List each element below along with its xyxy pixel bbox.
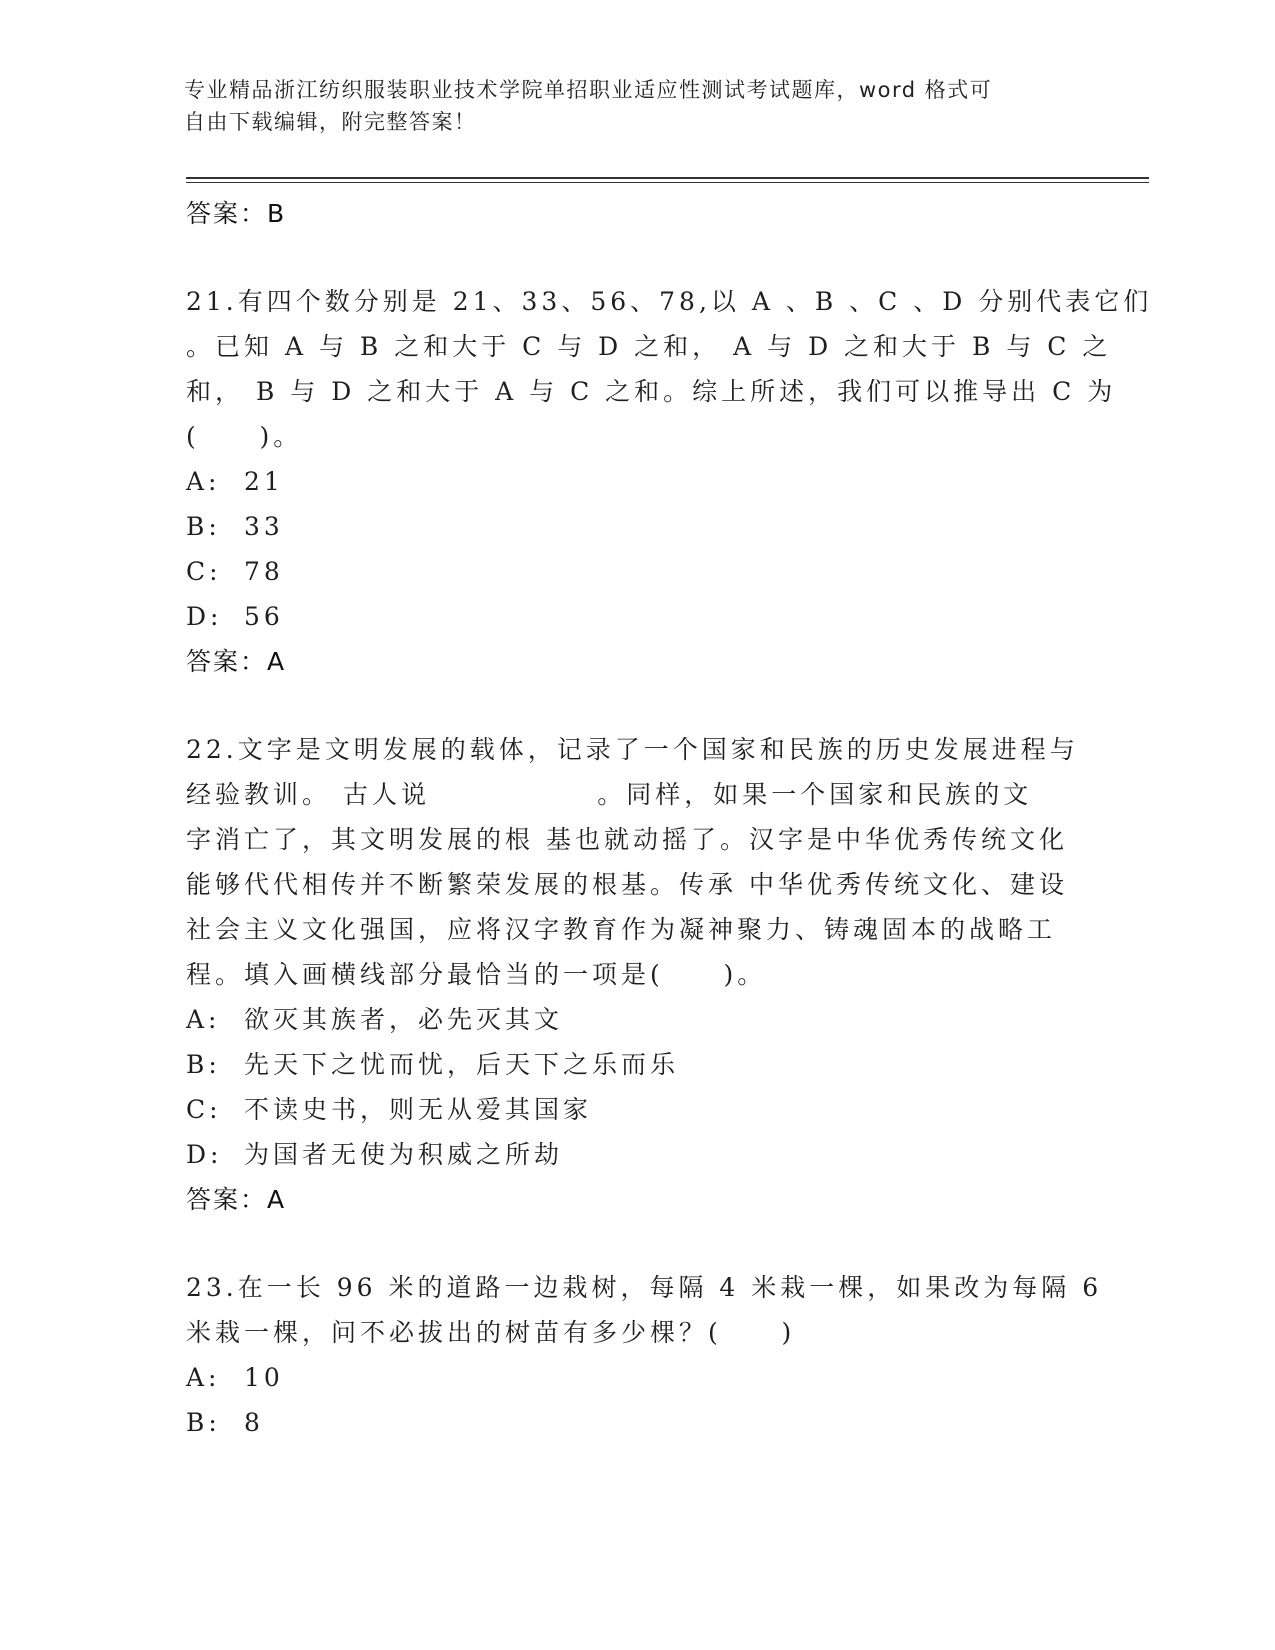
option-text: 不读史书，则无从爱其国家 bbox=[244, 1095, 593, 1124]
option-label: A: bbox=[186, 1005, 221, 1034]
question-text-line: 和， B 与 D 之和大于 A 与 C 之和。综上所述，我们可以推导出 C 为 bbox=[186, 377, 1117, 406]
option-a bbox=[186, 459, 1066, 504]
option-label: B: bbox=[186, 512, 221, 541]
option-text: 欲灭其族者，必先灭其文 bbox=[244, 1005, 564, 1034]
answer-line: 答案：A bbox=[186, 647, 287, 676]
option-label: D: bbox=[186, 602, 223, 631]
option-label: A: bbox=[186, 1363, 221, 1392]
option-a bbox=[186, 1355, 1066, 1400]
option-label: D: bbox=[186, 1140, 223, 1169]
option-d bbox=[186, 594, 1066, 639]
header-line: 自由下载编辑，附完整答案！ bbox=[184, 110, 477, 134]
option-d bbox=[186, 1132, 1066, 1177]
question-text-line: 21.有四个数分别是 21、33、56、78,以 A 、B 、C 、D 分别代表它们 bbox=[186, 287, 1153, 316]
answer-line: 答案：A bbox=[186, 1185, 287, 1214]
option-a bbox=[186, 997, 1066, 1042]
header-rule bbox=[186, 177, 1149, 179]
question-text-line: 社会主义文化强国，应将汉字教育作为凝神聚力、铸魂固本的战略工 bbox=[186, 915, 1057, 944]
header-line: 专业精品浙江纺织服装职业技术学院单招职业适应性测试考试题库，word 格式可 bbox=[184, 78, 993, 102]
option-text: 56 bbox=[244, 602, 284, 631]
option-c bbox=[186, 549, 1066, 594]
question-text-line: 能够代代相传并不断繁荣发展的根基。传承 中华优秀传统文化、建设 bbox=[186, 870, 1068, 899]
spacer bbox=[186, 684, 1066, 727]
option-label: B: bbox=[186, 1408, 221, 1437]
page-header bbox=[184, 74, 1064, 138]
document-body bbox=[186, 186, 1153, 1445]
option-c bbox=[186, 1087, 1066, 1132]
option-text: 33 bbox=[244, 512, 284, 541]
question-text-line: 字消亡了，其文明发展的根 基也就动摇了。汉字是中华优秀传统文化 bbox=[186, 825, 1068, 854]
option-text: 8 bbox=[244, 1408, 264, 1437]
option-text: 78 bbox=[244, 557, 284, 586]
spacer bbox=[186, 236, 1066, 279]
option-label: B: bbox=[186, 1050, 221, 1079]
answer-line: 答案：B bbox=[186, 199, 287, 228]
question-block bbox=[186, 1265, 1103, 1445]
question-text-line: 经验教训。 古人说 。同样，如果一个国家和民族的文 bbox=[186, 780, 1033, 809]
option-text: 为国者无使为积威之所劫 bbox=[244, 1140, 564, 1169]
question-text-line: 米栽一棵，问不必拔出的树苗有多少棵？( ) bbox=[186, 1318, 796, 1347]
option-label: A: bbox=[186, 467, 221, 496]
question-text-line: 程。填入画横线部分最恰当的一项是( )。 bbox=[186, 960, 767, 989]
option-label: C: bbox=[186, 1095, 222, 1124]
option-text: 先天下之忧而忧，后天下之乐而乐 bbox=[244, 1050, 680, 1079]
question-text-line: ( )。 bbox=[186, 422, 303, 451]
question-block bbox=[186, 727, 1079, 1222]
option-label: C: bbox=[186, 557, 222, 586]
option-b bbox=[186, 1400, 1066, 1445]
header-rule-thin bbox=[186, 182, 1149, 183]
question-block bbox=[186, 279, 1153, 684]
option-b bbox=[186, 504, 1066, 549]
spacer bbox=[186, 1222, 1066, 1265]
question-text-line: 22.文字是文明发展的载体，记录了一个国家和民族的历史发展进程与 bbox=[186, 735, 1079, 764]
option-text: 21 bbox=[244, 467, 284, 496]
question-text-line: 。已知 A 与 B 之和大于 C 与 D 之和， A 与 D 之和大于 B 与 C 之 bbox=[186, 332, 1112, 361]
question-text-line: 23.在一长 96 米的道路一边栽树，每隔 4 米栽一棵，如果改为每隔 6 bbox=[186, 1273, 1103, 1302]
option-b bbox=[186, 1042, 1066, 1087]
option-text: 10 bbox=[244, 1363, 284, 1392]
